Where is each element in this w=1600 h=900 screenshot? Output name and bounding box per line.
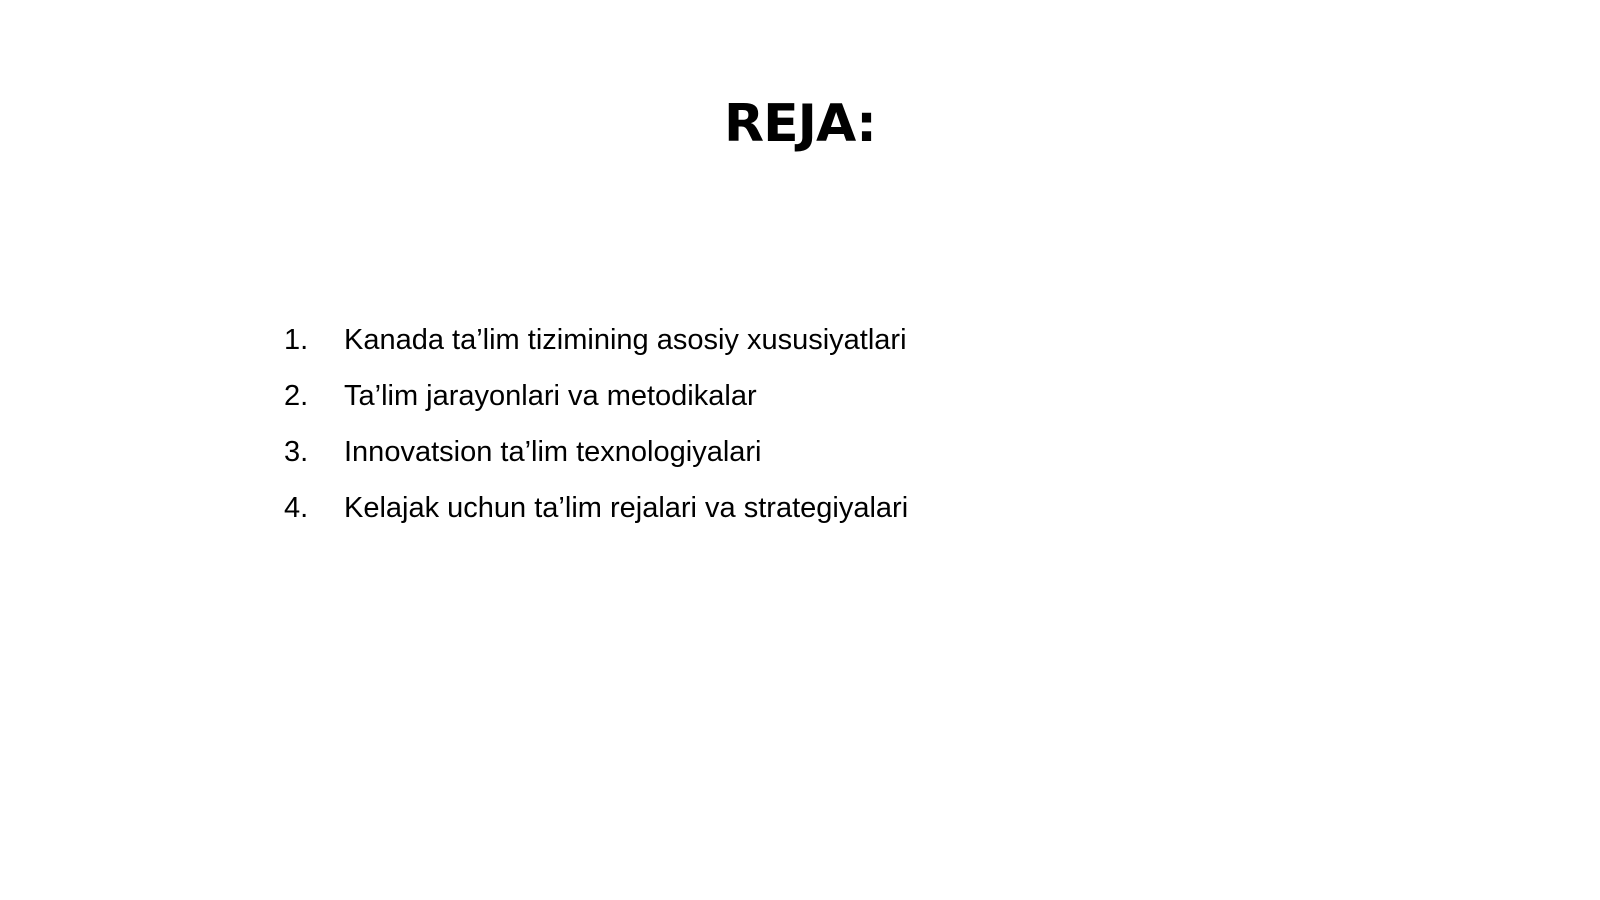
- list-item-text: Ta’lim jarayonlari va metodikalar: [344, 380, 757, 412]
- list-item-text: Innovatsion ta’lim texnologiyalari: [344, 436, 762, 468]
- list-item-number: 3.: [284, 436, 309, 468]
- list-item: [284, 312, 908, 368]
- list-item: [284, 368, 908, 424]
- list-item-text: Kanada ta’lim tizimining asosiy xususiyatlari: [344, 324, 907, 356]
- list-item: [284, 424, 908, 480]
- plan-list: [284, 312, 908, 536]
- list-item-number: 1.: [284, 324, 309, 356]
- list-item-text: Kelajak uchun ta’lim rejalari va strategiyalari: [344, 492, 909, 524]
- slide-title: REJA:: [724, 94, 876, 154]
- list-item: [284, 480, 908, 536]
- list-item-number: 4.: [284, 492, 309, 524]
- list-item-number: 2.: [284, 380, 309, 412]
